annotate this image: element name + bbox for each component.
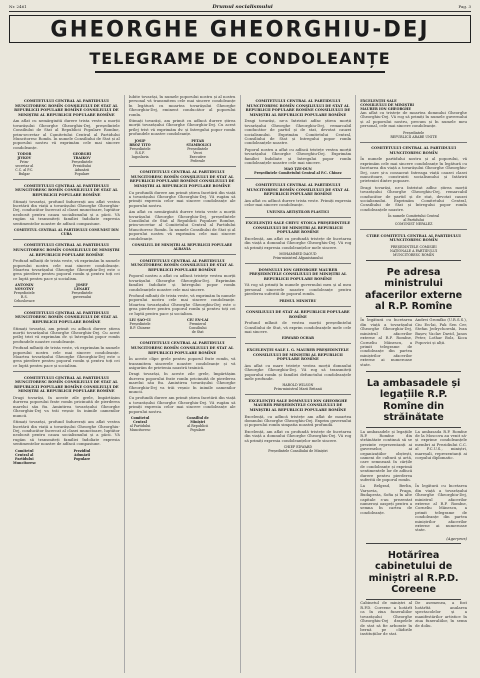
telegram-signature: PRIMUL MINISTRU	[279, 298, 317, 303]
signatory-role: al Republicii Populare	[187, 424, 209, 433]
telegram-text: Profund mîhnit de vestea morții președintelui Consiliului de Stat, vă exprim condoleanțele mele cele mai sincere.	[244, 320, 352, 335]
telegram-address: COMITETULUI CENTRAL AL PARTIDULUI MUNCITORESC ROMÎN CONSILIULUI DE STAT AL REPUBLICII POPULARE ROMÎNE	[130, 258, 234, 272]
title-underline	[95, 71, 385, 73]
divider	[245, 178, 352, 179]
signatory-role: Președintele R.P. Chineze	[129, 321, 151, 330]
telegram-address: COMITETULUI CENTRAL AL PARTIDULUI MUNCITORESC ROMÎN CONSILIULUI DE STAT AL REPUBLICII POPULARE ROMÎNE	[130, 341, 234, 355]
signatory-name: ANTONIN NOVOTNY	[14, 283, 34, 292]
signatory-role: Președintele Prezidiului Adunării Populare	[71, 160, 93, 177]
signatory-role: Președintele guvernului	[71, 291, 93, 300]
article-text: De asemenea, a fost hotărîtă anularea spectacolelor și a manifestărilor artistice în ziua funeraliilor, în semn de doliu.	[415, 600, 467, 628]
telegram-text: Excelență, cu adîncă tristețe am aflat de moartea domnului Gheorghe Gheorghiu-Dej. Exprim guvernului și poporului romîn simpatia noastră profundă.	[244, 413, 352, 428]
article-text: În legătură cu încetarea din viață a tovarășului Gheorghe Gheorghiu-Dej, ministrul afacerilor externe al R.P. Romîne, Corneliu Mănescu, a primit telegrame de condoleanțe din partea miniștrilor afacerilor externe ai numeroase state.	[360, 317, 413, 367]
column-2	[125, 95, 241, 673]
signatory-name: JOSIP BROZ TITO	[129, 138, 151, 147]
telegram-signature: Președintele REPUBLICII ARABE UNITE	[390, 130, 437, 139]
telegram-signatures	[13, 283, 120, 303]
divider	[129, 166, 236, 167]
section-rule	[366, 543, 461, 544]
telegram-signature: EDWARD OCHAB	[281, 336, 314, 341]
address-line: EXCELENȚEI SALE	[360, 99, 397, 103]
column-4	[356, 95, 471, 673]
subsection-body	[360, 430, 467, 485]
telegram-text: Profund mîhniți de trista veste, vă exprimăm în numele poporului nostru cele mai sincere condoleanțe. Moartea tovarășului Gheorghe Gheorghiu-Dej este o grea pierdere pentru poporul romîn și pentru toți cei ce luptă pentru pace și socialism.	[13, 258, 120, 281]
telegram-address: COMITETULUI CENTRAL AL PARTIDULUI MUNCITORESC ROMÎN	[371, 146, 457, 155]
telegram-address: COMITETULUI CENTRAL AL PARTIDULUI MUNCITORESC ROMÎN CONSILIULUI DE STAT AL REPUBLICII POPULARE ROMÎNE	[246, 182, 350, 197]
signatory-name: Consiliul de Miniștri	[186, 416, 209, 425]
telegram-text: Am aflat cu nemărginită durere trista veste a morții tovarășului Gheorghe Gheorghiu-Dej, președintele Consiliului de Stat al Republicii Populare Romîne, prim-secretar al Comitetului Central al Partidului Muncitoresc Romîn. În numele Consiliului de Stat și al poporului nostru vă exprimăm cele mai sincere condoleanțe.	[13, 118, 120, 150]
divider	[245, 394, 352, 395]
masthead-title: GHEORGHE GHEORGHIU-DEJ	[50, 16, 430, 42]
signatory-name: LIU ȘAO-CI	[129, 317, 151, 322]
divider	[245, 343, 352, 344]
telegram-text: Profund mîhniți de trista veste, vă exprimăm în numele poporului nostru cele mai sincere condoleanțe. Moartea tovarășului Gheorghe Gheorghiu-Dej este o grea pierdere pentru poporul romîn și pentru toți cei ce luptă pentru pace și socialism.	[128, 292, 236, 316]
signatory-role: Premierul Consiliului de Stat	[188, 321, 207, 334]
telegram-text: Cu profundă durere am primit știrea încetării din viață a tovarășului Gheorghe Gheorghiu-Dej. Vă rugăm să primiți expresia celor mai sincere condoleanțe ale poporului nostru.	[128, 395, 236, 414]
address-line: MAURER ION GHEORGHE	[360, 107, 411, 111]
divider	[13, 179, 120, 180]
signatory-name: Prezidiul Adunării Populare	[73, 448, 91, 461]
telegram-signatures	[129, 416, 236, 432]
telegram-text: Stimați tovarăși, am primit cu adîncă durere știrea morții tovarășului Gheorghe Gheorghiu-Dej. Cu acest prilej trist vă exprimăm dv. și întregului popor romîn profundele noastre condoleanțe.	[13, 325, 120, 344]
telegram-address: COMITETULUI CENTRAL AL PARTIDULUI MUNCITORESC ROMÎN CONSILIULUI DE STAT AL REPUBLICII POPULARE ROMÎNE CONSILIULUI DE MINIȘTRI AL REPUBLICII POPULARE ROMÎNE	[14, 375, 119, 394]
signatory-role: Președintele R.S. Cehoslovace	[13, 291, 35, 304]
telegram-address: COMITETULUI CENTRAL AL PARTIDULUI MUNCITORESC ROMÎN CONSILIULUI DE STAT AL REPUBLICII POPULARE ROMÎNE CONSILIULUI DE MINIȘTRI AL REPUBLICII POPULARE ROMÎNE	[14, 99, 119, 117]
signatory-role: al Partidului Muncitoresc	[129, 424, 151, 433]
page-number: Pag. 3	[458, 4, 471, 9]
section-title: TELEGRAME DE CONDOLEANȚE	[89, 49, 391, 68]
signatory-name: Comitetul Central	[130, 416, 150, 425]
divider	[360, 229, 467, 230]
article-text: La ambasada R.P. Romîne de la Moscova au venit să-și exprime condoleanțele membri ai Prezidiului C.C. al P.C.U.S., miniștri, mareșali, reprezentanți ai corpului diplomatic.	[415, 428, 467, 460]
agency-credit: (Agerpres)	[446, 535, 467, 541]
subsection-body	[360, 484, 467, 534]
running-header	[9, 4, 471, 12]
article-text: La Belgrad, Berlin, Varșovia, Praga, Budapesta, Sofia și în alte capitale s-au prezentat numeroși oaspeți pentru a semna în cartea de condoleanțe.	[360, 483, 413, 515]
telegram-text: Dragi tovarăși, ne-a întristat adînc știrea morții tovarășului Gheorghe Gheorghiu-Dej, remarcabil conducător de partid și de stat, devotat cauzei socialismului. Exprimăm Comitetului Central, Consiliului de Stat și întregului popor romîn condoleanțele noastre.	[244, 118, 352, 146]
telegram-signature: COMITETUL CENTRAL AL PARTIDULUI COMUNIST DIN CUBA	[14, 227, 119, 236]
telegram-text: Iubite tovarăși, în numele poporului nostru și al nostru personal vă transmitem cele mai sincere condoleanțe în legătură cu moartea tovarășului Gheorghe Gheorghiu-Dej, eminent conducător al poporului romîn.	[128, 95, 236, 117]
article-text: Cabinetul de miniștri al R.P.D. Coreene a hotărît ca în ziua funeraliilor tovarășului Gheorghe Gheorghiu-Dej drapelele de stat să fie arborate în bernă pe clădirile instituțiilor de stat.	[360, 600, 413, 637]
subsection-body	[360, 318, 467, 368]
subsection-title: La ambasadele și legațiile R.P. Romîne din străinătate	[366, 377, 461, 424]
column-1	[9, 95, 125, 673]
telegram-address: CTIRE COMITETUL CENTRAL AL PARTIDULUI MUNCITORESC ROMÎN	[366, 233, 461, 243]
signatory-name: JOSEF LENART	[74, 283, 90, 292]
section-rule	[366, 316, 461, 317]
telegram-address: COMITETULUI CENTRAL AL PARTIDULUI MUNCITORESC ROMÎN CONSILIULUI DE MINIȘTRI AL REPUBLICII POPULARE ROMÎNE	[13, 243, 120, 257]
signatory-name: CIU EN-LAI	[186, 317, 209, 322]
telegram-signature: HAROLD WILSON Prim-ministrul Marii Britanii	[273, 383, 322, 392]
telegram-text: Stimați tovarăși, am primit cu adîncă durere știrea morții tovarășului Gheorghe Gheorghiu-Dej. Cu acest prilej trist vă exprimăm dv. și întregului popor romîn profundele noastre condoleanțe.	[128, 118, 236, 137]
masthead-box	[9, 15, 471, 43]
telegram-address: DOMNULUI ION GHEORGHE MAURER PREȘEDINTELE CONSILIULUI DE MINIȘTRI AL REPUBLICII POPULARE ROMÎNE	[249, 267, 347, 281]
divider	[13, 306, 120, 307]
telegram-address: CONSILIULUI DE STAT AL REPUBLICII POPULARE ROMÎNE	[246, 310, 350, 319]
address-line: CONSILIULUI DE MINIȘTRI	[360, 103, 414, 107]
telegram-address: COMITETULUI CENTRAL AL PARTIDULUI MUNCITORESC ROMÎN CONSILIULUI DE STAT AL REPUBLICII POPULARE ROMÎNE CONSILIULUI DE MINIȘTRI AL REPUBLICII POPULARE ROMÎNE	[245, 99, 351, 117]
telegram-signature: CONSILIUL DE MINIȘTRI AL REPUBLICII POPULARE ALBANIA	[132, 243, 233, 251]
article-text: Andrei Gromîko (U.R.S.S.), Ciu En-lai, Pak Sen Cer, Stefan Jedrychowski, Ivan Bașev, Vaclav David, Janos Peter, Lothar Bolz, Koca Popovici și alții.	[415, 317, 467, 345]
signatory-role: Președintele R.S.F. Iugoslavia	[129, 146, 151, 159]
telegram-text: Dragi tovarăși, ne-a întristat adînc știrea morții tovarășului Gheorghe Gheorghiu-Dej, remarcabil conducător de partid și de stat, devotat cauzei socialismului. Exprimăm Comitetului Central, Consiliului de Stat și întregului popor romîn condoleanțele noastre.	[360, 184, 467, 212]
telegram-signatures	[13, 449, 120, 465]
telegram-text: Stimați tovarăși, profund îndurerați am aflat vestea încetării din viață a tovarășului Gheorghe Gheorghiu-Dej, conducător încercat al clasei muncitoare, luptător neobosit pentru cauza socialismului și a păcii. Vă rugăm să transmiteți familiei îndoliate expresia sentimentelor noastre de adîncă compasiune.	[13, 198, 120, 226]
telegram-address: COMITETULUI CENTRAL AL PARTIDULUI MUNCITORESC ROMÎN CONSILIULUI DE STAT AL REPUBLICII POPULARE ROMÎNE	[14, 310, 118, 324]
telegram-text: În aceste clipe grele pentru poporul frate romîn, vă transmitem sincerele noastre condoleanțe și vă asigurăm de prietenia noastră trainică.	[128, 356, 236, 371]
signatory-role: Prim-secretar al C.C. al P.C. Bulgar	[15, 160, 34, 177]
telegram-text: Am aflat cu nemărginită durere trista veste a morții tovarășului Gheorghe Gheorghiu-Dej, președintele Consiliului de Stat al Republicii Populare Romîne, prim-secretar al Comitetului Central al Partidului Muncitoresc Romîn. În numele Consiliului de Stat și al poporului nostru vă exprimăm cele mai sincere condoleanțe.	[128, 209, 236, 241]
divider	[360, 142, 467, 143]
telegram-address: EXCELENȚEI SALE I. G. MAURER PREȘEDINTELE CONSILIULUI DE MINIȘTRI AL REPUBLICII POPULARE ROMÎNE	[246, 347, 349, 362]
telegram-text: În numele partidului nostru și al poporului, vă exprimăm cele mai sincere condoleanțe în legătură cu încetarea din viață a tovarășului Gheorghe Gheorghiu-Dej, care și-a consacrat întreaga viață cauzei clasei muncitoare, construirii socialismului și întăririi prieteniei dintre popoare.	[360, 156, 467, 184]
telegram-signature: În numele Comitetului Central al Partidului COMUNIST NEPALEZ	[388, 214, 440, 227]
subsection-body	[360, 601, 467, 638]
signatory-name: PETAR STAMBOLICI	[186, 138, 212, 147]
telegram-text: Dragi tovarăși, în aceste zile grele, împărtășim durerea poporului frate romîn pricinuită de pierderea marelui său fiu. Amintirea tovarășului Gheorghe Gheorghiu-Dej va trăi veșnic în inimile oamenilor muncii.	[13, 395, 120, 418]
divider	[13, 239, 120, 240]
section-rule	[366, 427, 461, 428]
telegram-signature: PREȘEDINTELE COMISIEI NAȚIONALE A PARTIDULUI MUNCITORESC ROMÎN	[389, 244, 438, 257]
signatory-name: GEORGHI TRAIKOV	[72, 152, 92, 161]
column-3	[241, 95, 357, 673]
telegram-signature: MOHAMMED DAOUD Prim-ministrul Afganistanului	[273, 252, 323, 261]
newspaper-name: Drumul socialismului	[212, 4, 273, 10]
telegram-text: Poporul nostru a aflat cu adîncă tristețe vestea morții tovarășului Gheorghe Gheorghiu-Dej. Exprimăm familiei îndoliate și întregului popor romîn condoleanțele noastre cele mai sincere.	[244, 146, 352, 166]
signatory-name: Comitetul Central al Partidului Muncitoresc	[13, 448, 37, 465]
telegram-text: Stimați tovarăși, profund îndurerați am aflat vestea încetării din viață a tovarășului Gheorghe Gheorghiu-Dej, conducător încercat al clasei muncitoare, luptător neobosit pentru cauza socialismului și a păcii. Vă rugăm să transmiteți familiei îndoliate expresia sentimentelor noastre de adîncă compasiune.	[13, 419, 120, 447]
issue-number: Nr. 2461	[9, 4, 27, 9]
telegram-address: EXCELENȚEI SALE DOMNULUI ION GHEORGHE MAURER PREȘEDINTELE CONSILIULUI DE MINIȘTRI AL REPUBLICII POPULARE ROMÎNE	[248, 398, 348, 413]
telegram-signature: CHIEF EDWARD Președintele Consiliului de Miniștri	[268, 445, 328, 454]
telegram-signature: UNIUNEA ARTIȘTILOR PLASTICI	[266, 209, 329, 214]
section-rule	[366, 371, 461, 372]
telegram-address: COMITETULUI CENTRAL AL PARTIDULUI MUNCITORESC ROMÎN CONSILIULUI DE STAT AL REPUBLICII POPULARE ROMÎNE CONSILIULUI DE MINIȘTRI AL REPUBLICII POPULARE ROMÎNE	[129, 170, 235, 188]
telegram-text: Excelență, am aflat cu profundă tristețe de încetarea din viață a domnului Gheorghe Gheorghiu-Dej. Vă rog să primiți expresia condoleanțelor mele sincere.	[244, 235, 352, 250]
telegram-signatures	[129, 318, 236, 334]
telegram-signatures	[13, 152, 120, 176]
telegram-address: EXCELENȚEI SALE CHIVU STOICA PREȘEDINTELE CONSILIULUI DE MINIȘTRI AL REPUBLICII POPULARE ROMÎNE	[245, 221, 351, 235]
telegram-text: Dragi tovarăși, în aceste zile grele, împărtășim durerea poporului frate romîn pricinuită de pierderea marelui său fiu. Amintirea tovarășului Gheorghe Gheorghiu-Dej va trăi veșnic în inimile oamenilor muncii.	[128, 371, 236, 395]
telegram-text: Cu profundă durere am primit știrea încetării din viață a tovarășului Gheorghe Gheorghiu-Dej. Vă rugăm să primiți expresia celor mai sincere condoleanțe ale poporului nostru.	[128, 189, 236, 208]
telegram-text: Am aflat cu tristețe de moartea domnului Gheorghe Gheorghiu-Dej. Vă rog să primiți în numele guvernului și al poporului nostru, precum și în numele meu personal, cele mai sincere condoleanțe.	[360, 110, 467, 129]
divider	[245, 217, 352, 218]
divider	[129, 337, 236, 338]
subsection-title: Pe adresa ministrului afacerilor externe al R.P. Romîne	[365, 266, 463, 313]
section-rule	[366, 260, 461, 261]
divider	[245, 263, 352, 264]
telegram-text: Profund mîhniți de trista veste, vă exprimăm în numele poporului nostru cele mai sincere condoleanțe. Moartea tovarășului Gheorghe Gheorghiu-Dej este o grea pierdere pentru poporul romîn și pentru toți cei ce luptă pentru pace și socialism.	[13, 345, 120, 368]
telegram-signature: MAO ȚZE-DUN Președintele Comitetului Central al P.C. Chinez	[254, 167, 342, 176]
signatory-role: Președintele Vecei Executive Federale	[187, 146, 209, 163]
article-text: La ambasadele și legațiile R.P. Romîne din străinătate continuă să se prezinte reprezentanți ai guvernelor, ai organizațiilor obștești, oameni de cultură și artă, care semnează în cărțile de condoleanțe și exprimă sentimentele lor de adîncă durere pentru pierderea suferită de poporul romîn.	[360, 428, 413, 482]
divider	[245, 306, 352, 307]
section-rule	[366, 599, 461, 600]
divider	[13, 371, 120, 372]
telegram-text: Am aflat cu mare tristețe vestea morții domnului Gheorghe Gheorghiu-Dej. Vă rog să transmiteți poporului romîn și familiei defunctului condoleanțele mele profunde.	[244, 362, 352, 381]
telegram-text: Excelență, am aflat cu profundă tristețe de încetarea din viață a domnului Gheorghe Gheorghiu-Dej. Vă rog să primiți expresia condoleanțelor mele sincere.	[244, 428, 352, 443]
telegram-text: Vă rog să primiți în numele guvernului meu și al meu personal sincerele noastre condoleanțe pentru pierderea suferită de poporul romîn.	[244, 282, 352, 297]
article-text: În legătură cu încetarea din viață a tovarășului Gheorghe Gheorghiu-Dej, ministrul afacerilor externe al R.P. Romîne, Corneliu Mănescu, a primit telegrame de condoleanțe din partea miniștrilor afacerilor externe ai numeroase state.	[415, 483, 467, 533]
telegram-text: Am aflat cu adîncă durere trista veste. Primiți expresia celor mai sincere condoleanțe.	[244, 197, 352, 208]
subsection-title: Hotărîrea cabinetului de miniștri al R.P.D. Coreene	[368, 549, 459, 596]
telegram-signatures	[129, 139, 236, 163]
telegram-address: COMITETULUI CENTRAL AL PARTIDULUI MUNCITORESC ROMÎN CONSILIULUI DE STAT AL REPUBLICII POPULARE ROMÎNE	[14, 183, 118, 197]
signatory-name: TODOR JIVKOV	[17, 152, 32, 161]
telegram-text: Poporul nostru a aflat cu adîncă tristețe vestea morții tovarășului Gheorghe Gheorghiu-Dej. Exprimăm familiei îndoliate și întregului popor romîn condoleanțele noastre cele mai sincere.	[128, 273, 236, 292]
article-columns	[9, 95, 471, 673]
divider	[129, 254, 236, 255]
